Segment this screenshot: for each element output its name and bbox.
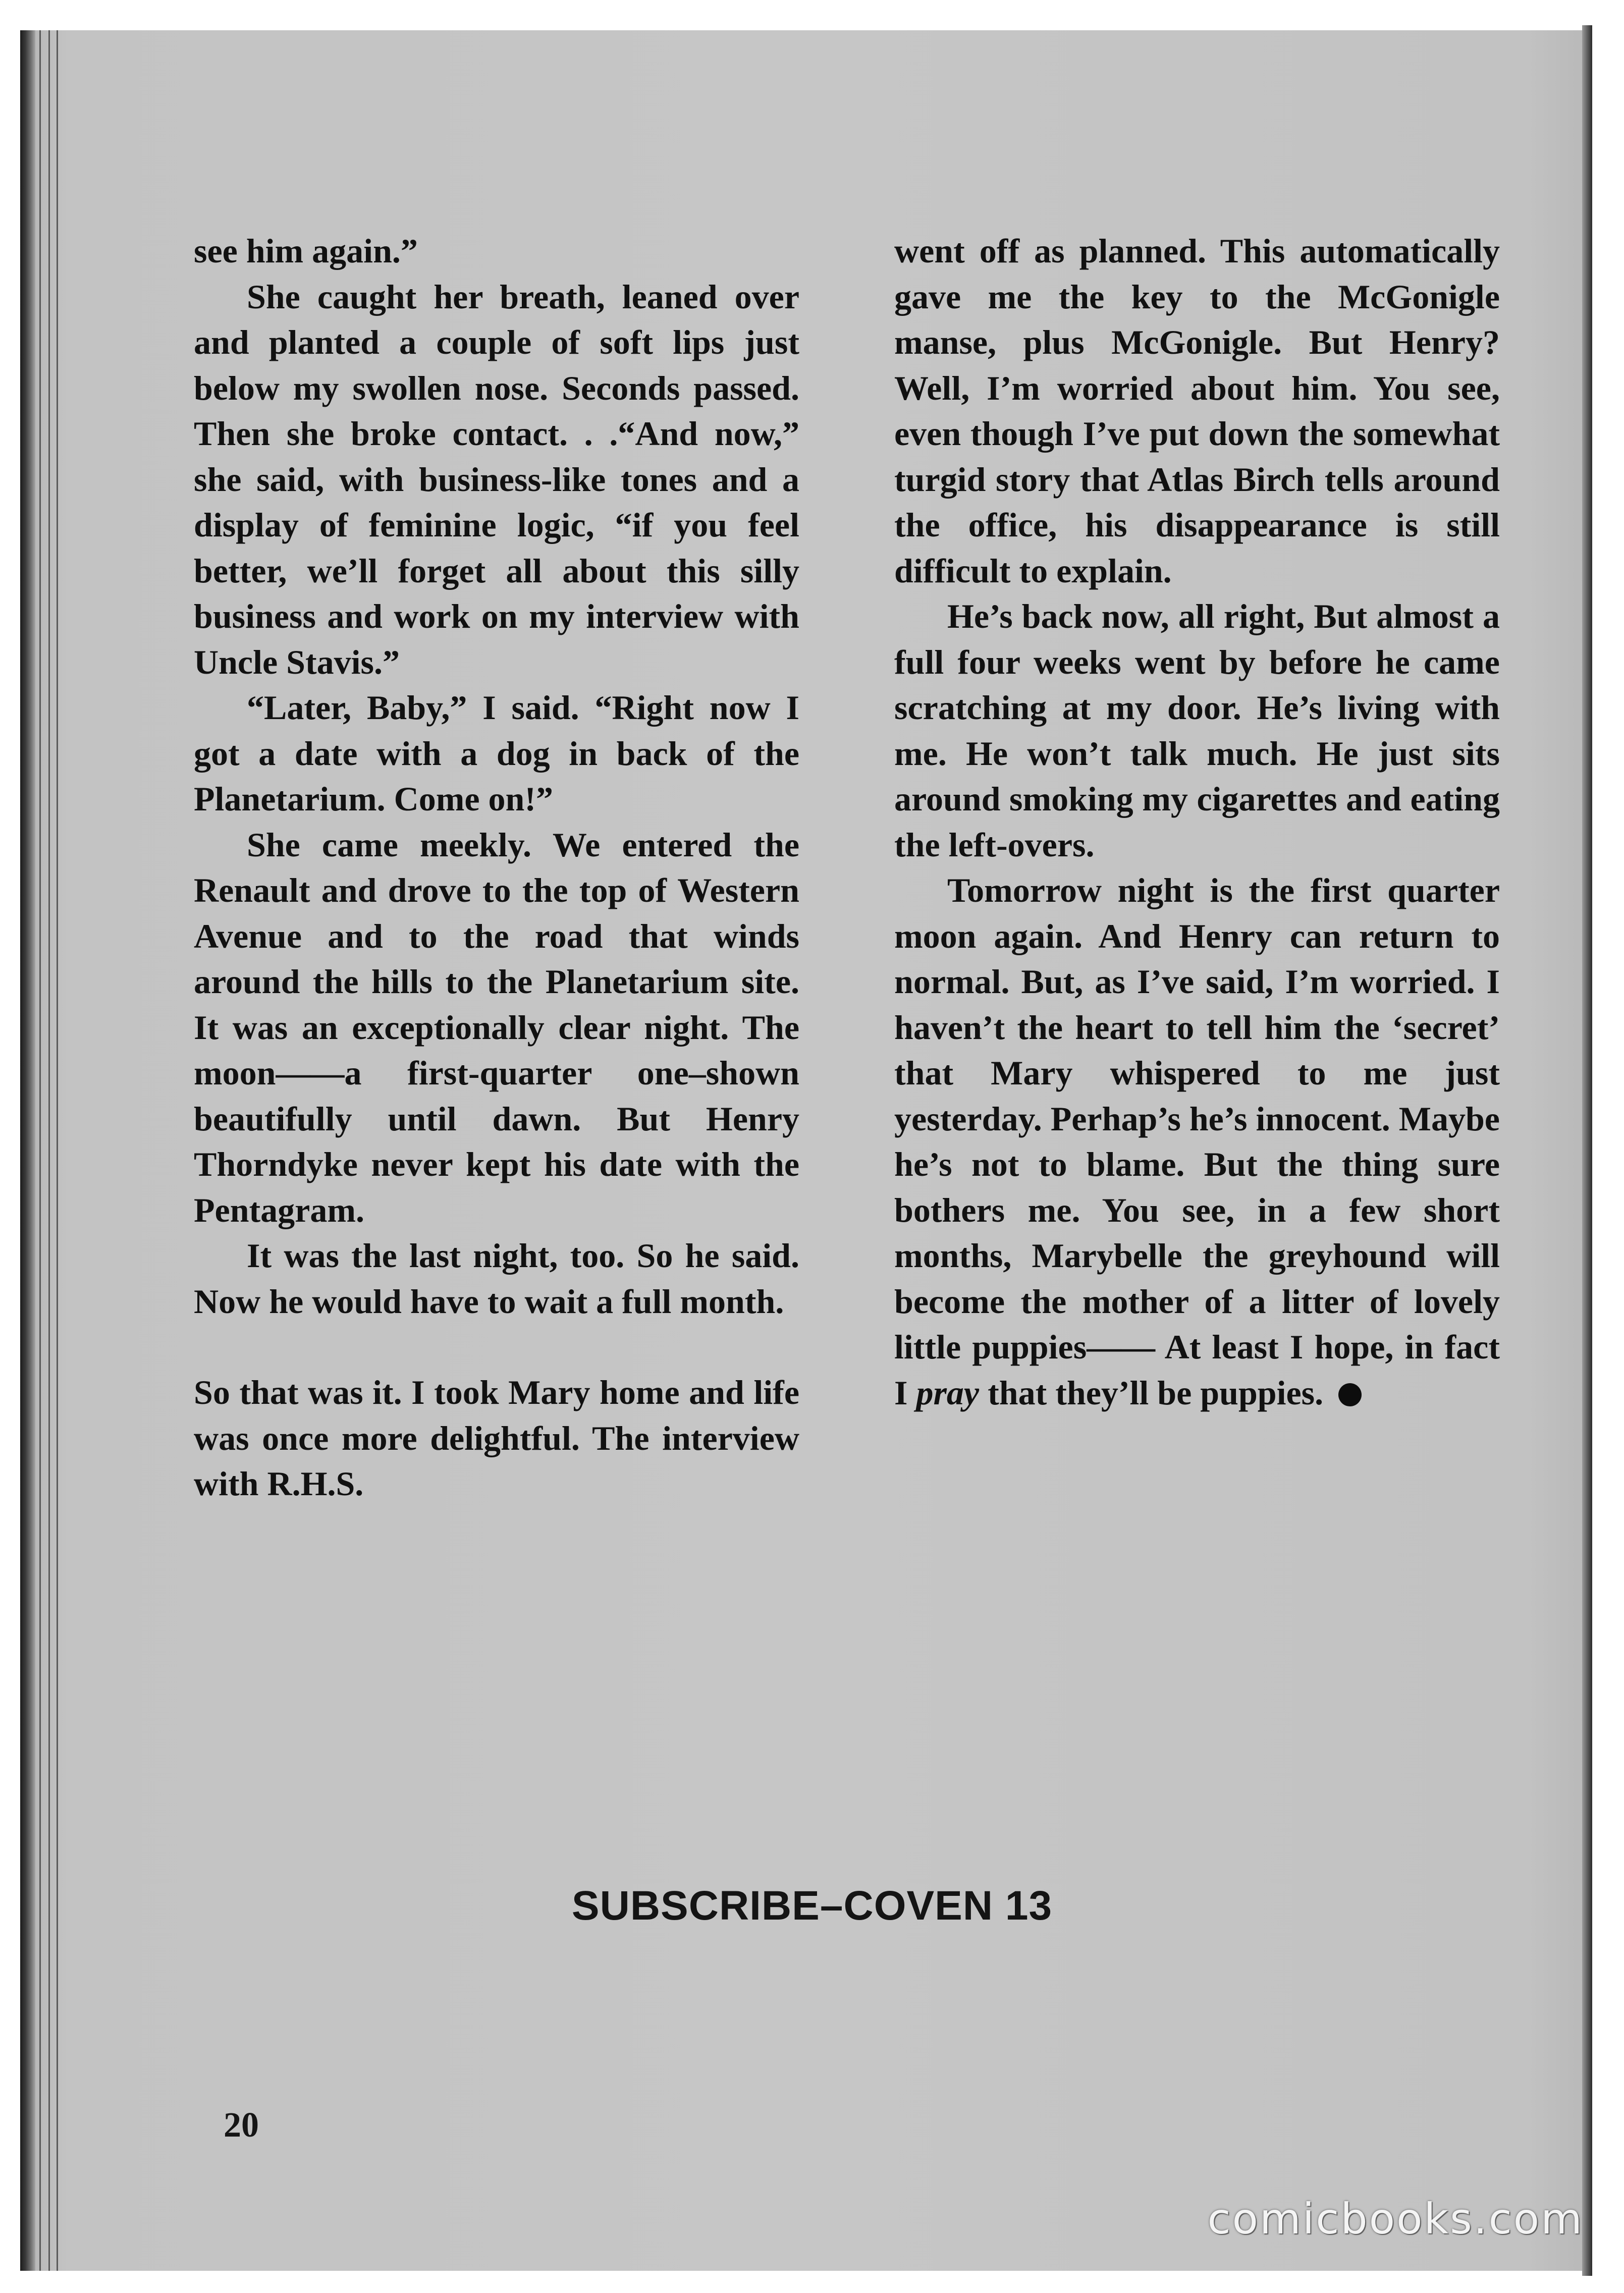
binding-line xyxy=(48,30,50,2271)
binding-line xyxy=(57,30,58,2271)
binding-line xyxy=(39,30,41,2271)
final-paragraph-ending: that they’ll be puppies. xyxy=(979,1373,1324,1412)
watermark: comicbooks.com xyxy=(1207,2194,1584,2244)
paragraph: see him again.” xyxy=(194,232,418,270)
right-text-column xyxy=(894,228,1500,1415)
paragraph: It was the last night, too. So he said. Now he would have to wait a full month. xyxy=(194,1236,799,1321)
left-text-column xyxy=(194,228,799,1507)
paragraph: She came meekly. We entered the Renault and drove to the top of Western Avenue and to the road that winds around the hills to the Planetarium site. It was an exceptionally clear night. The moon——a first-quarter one–shown beautifully until dawn. But Henry Thorndyke never kept his date with the Pentagram. xyxy=(194,825,799,1229)
paragraph: “Later, Baby,” I said. “Right now I got a date with a dog in back of the Planetarium. Come on!” xyxy=(194,688,799,818)
final-paragraph xyxy=(894,867,1500,1415)
paragraph: He’s back now, all right, But almost a full four weeks went by before he came scratching at my door. He’s living with me. He won’t talk much. He just sits around smoking my cigarettes and eating the left-overs. xyxy=(894,597,1500,864)
end-of-story-bullet-icon xyxy=(1338,1383,1362,1406)
paragraph: So that was it. I took Mary home and life was once more delightful. The interview with R.H.S. xyxy=(194,1373,799,1503)
paragraph: She caught her breath, leaned over and planted a couple of soft lips just below my swollen nose. Seconds passed. Then she broke contact. . .“And now,” she said, with business-like tones and a display of feminine logic, “if you feel better, we’ll forget all about this silly business and work on my interview with Uncle Stavis.” xyxy=(194,277,799,681)
page-number: 20 xyxy=(224,2106,259,2145)
emphasis-word: pray xyxy=(916,1373,980,1412)
final-paragraph-text: Tomorrow night is the first quarter moon again. And Henry can return to normal. But, as I’ve said, I’m worried. I haven’t the heart to tell him the ‘secret’ that Mary whispered to me just yesterday. Perhap’s he’s innocent. Maybe he’s not to blame. But the thing sure bothers me. You see, in a few short months, Marybelle the greyhound will become the mother of a litter of lovely little puppies—— At least I hope, in fact I xyxy=(894,871,1500,1412)
subscribe-banner: SUBSCRIBE–COVEN 13 xyxy=(571,1883,1053,1929)
page-right-edge xyxy=(1582,25,1592,2276)
binding-edge xyxy=(20,30,35,2271)
paragraph: went off as planned. This automatically gave me the key to the McGonigle manse, plus McGonigle. But Henry? Well, I’m worried about him. You see, even though I’ve put down the somewhat turgid story that Atlas Birch tells around the office, his disappearance is still difficult to explain. xyxy=(894,232,1500,590)
